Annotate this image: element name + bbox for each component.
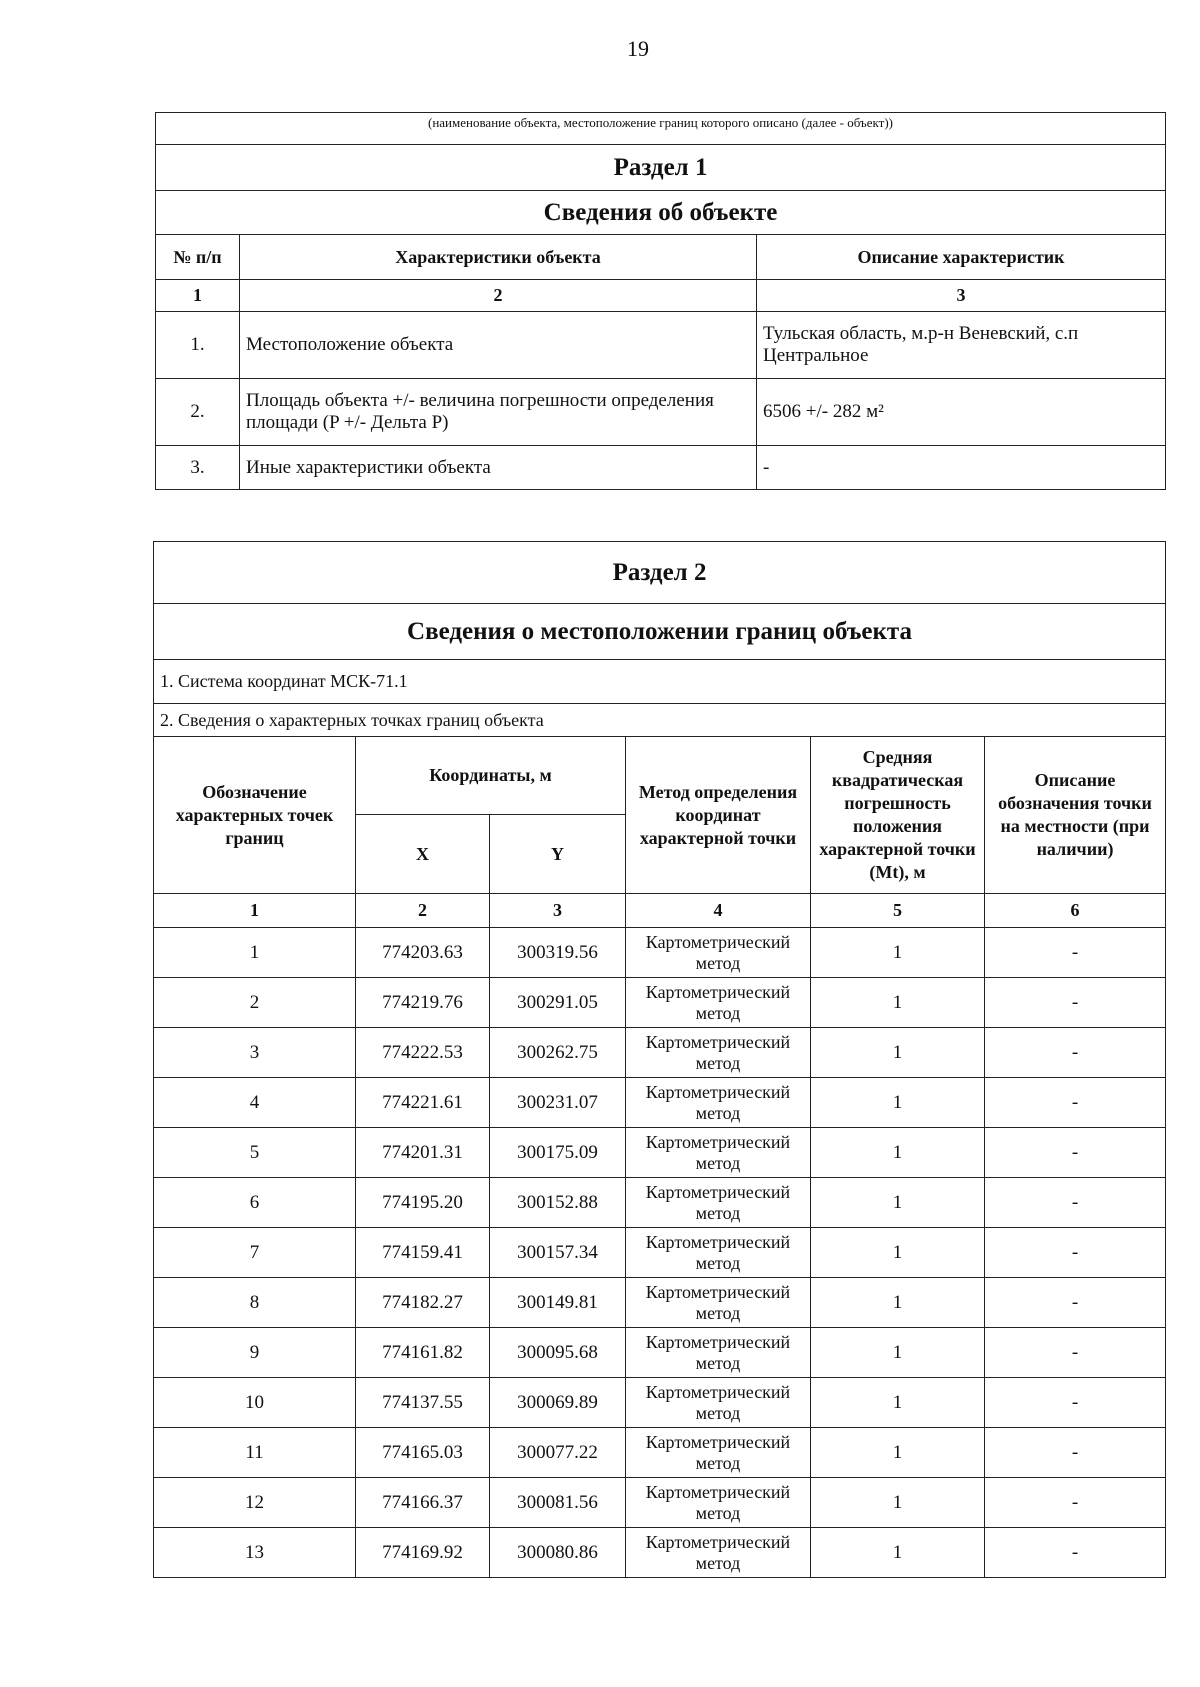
method: Картометрический метод	[626, 1078, 811, 1128]
row-name: Иные характеристики объекта	[240, 446, 757, 490]
coord-x: 774165.03	[356, 1428, 490, 1478]
point-description: -	[985, 1078, 1166, 1128]
table-row	[154, 1228, 1166, 1278]
row-value: -	[757, 446, 1166, 490]
section1-colnum-row	[156, 280, 1166, 312]
page-number: 19	[627, 36, 649, 61]
colnum-2: 2	[240, 280, 757, 312]
table-row	[156, 446, 1166, 490]
point-description: -	[985, 1178, 1166, 1228]
mt-value: 1	[811, 978, 985, 1028]
colnum-5: 5	[811, 894, 985, 928]
coord-y: 300149.81	[490, 1278, 626, 1328]
mt-value: 1	[811, 1428, 985, 1478]
table-row	[154, 1428, 1166, 1478]
row-name: Местоположение объекта	[240, 312, 757, 379]
mt-value: 1	[811, 928, 985, 978]
point-number: 4	[154, 1078, 356, 1128]
table-row	[154, 1328, 1166, 1378]
point-number: 9	[154, 1328, 356, 1378]
colnum-3: 3	[490, 894, 626, 928]
point-number: 3	[154, 1028, 356, 1078]
coord-x: 774182.27	[356, 1278, 490, 1328]
colnum-1: 1	[154, 894, 356, 928]
points-caption: 2. Сведения о характерных точках границ объекта	[154, 704, 1166, 737]
header-x: X	[356, 815, 490, 894]
coord-system: 1. Система координат МСК-71.1	[154, 660, 1166, 704]
point-description: -	[985, 1228, 1166, 1278]
header-designation: Обозначение характерных точек границ	[154, 737, 356, 894]
header-characteristics: Характеристики объекта	[240, 235, 757, 280]
coord-y: 300069.89	[490, 1378, 626, 1428]
point-description: -	[985, 928, 1166, 978]
point-number: 1	[154, 928, 356, 978]
point-description: -	[985, 1028, 1166, 1078]
point-number: 2	[154, 978, 356, 1028]
colnum-2: 2	[356, 894, 490, 928]
row-value: Тульская область, м.р-н Веневский, с.п Центральное	[757, 312, 1166, 379]
coord-y: 300291.05	[490, 978, 626, 1028]
point-description: -	[985, 1378, 1166, 1428]
point-number: 12	[154, 1478, 356, 1528]
point-description: -	[985, 1128, 1166, 1178]
coord-y: 300262.75	[490, 1028, 626, 1078]
row-value: 6506 +/- 282 м²	[757, 379, 1166, 446]
section2-header-row	[154, 737, 1166, 815]
mt-value: 1	[811, 1228, 985, 1278]
table-row	[154, 1178, 1166, 1228]
coord-x: 774161.82	[356, 1328, 490, 1378]
coord-x: 774159.41	[356, 1228, 490, 1278]
method: Картометрический метод	[626, 978, 811, 1028]
section1-title: Раздел 1	[156, 145, 1166, 191]
table-row	[154, 1128, 1166, 1178]
row-num: 3.	[156, 446, 240, 490]
method: Картометрический метод	[626, 1478, 811, 1528]
table-row	[156, 312, 1166, 379]
object-name-caption: (наименование объекта, местоположение границ которого описано (далее - объект))	[428, 115, 893, 130]
coord-y: 300081.56	[490, 1478, 626, 1528]
header-method: Метод определения координат характерной точки	[626, 737, 811, 894]
table-row	[154, 1378, 1166, 1428]
mt-value: 1	[811, 1478, 985, 1528]
header-y: Y	[490, 815, 626, 894]
mt-value: 1	[811, 1028, 985, 1078]
mt-value: 1	[811, 1528, 985, 1578]
coord-y: 300319.56	[490, 928, 626, 978]
point-description: -	[985, 1278, 1166, 1328]
method: Картометрический метод	[626, 1228, 811, 1278]
point-number: 13	[154, 1528, 356, 1578]
colnum-3: 3	[757, 280, 1166, 312]
row-num: 1.	[156, 312, 240, 379]
section2-title: Раздел 2	[154, 542, 1166, 604]
point-number: 11	[154, 1428, 356, 1478]
mt-value: 1	[811, 1178, 985, 1228]
table-row	[154, 928, 1166, 978]
method: Картометрический метод	[626, 1128, 811, 1178]
point-description: -	[985, 1328, 1166, 1378]
header-description: Описание характеристик	[757, 235, 1166, 280]
section2-table	[153, 541, 1166, 1578]
section1-subtitle: Сведения об объекте	[156, 191, 1166, 235]
header-error: Средняя квадратическая погрешность положения характерной точки (Mt), м	[811, 737, 985, 894]
point-number: 7	[154, 1228, 356, 1278]
row-num: 2.	[156, 379, 240, 446]
method: Картометрический метод	[626, 928, 811, 978]
header-coords: Координаты, м	[356, 737, 626, 815]
coord-y: 300077.22	[490, 1428, 626, 1478]
method: Картометрический метод	[626, 1378, 811, 1428]
table-row	[154, 1528, 1166, 1578]
coord-x: 774222.53	[356, 1028, 490, 1078]
coord-y: 300157.34	[490, 1228, 626, 1278]
coord-y: 300175.09	[490, 1128, 626, 1178]
coord-y: 300152.88	[490, 1178, 626, 1228]
coord-x: 774166.37	[356, 1478, 490, 1528]
mt-value: 1	[811, 1278, 985, 1328]
object-name-caption-row	[156, 113, 1166, 145]
points-body	[154, 928, 1166, 1578]
method: Картометрический метод	[626, 1428, 811, 1478]
mt-value: 1	[811, 1328, 985, 1378]
colnum-6: 6	[985, 894, 1166, 928]
coord-x: 774201.31	[356, 1128, 490, 1178]
header-num: № п/п	[156, 235, 240, 280]
section1-table	[155, 112, 1166, 490]
point-number: 5	[154, 1128, 356, 1178]
table-row	[154, 1478, 1166, 1528]
point-number: 6	[154, 1178, 356, 1228]
table-row	[154, 1078, 1166, 1128]
colnum-1: 1	[156, 280, 240, 312]
point-number: 8	[154, 1278, 356, 1328]
coord-x: 774203.63	[356, 928, 490, 978]
coord-y: 300080.86	[490, 1528, 626, 1578]
point-description: -	[985, 1478, 1166, 1528]
point-description: -	[985, 1428, 1166, 1478]
method: Картометрический метод	[626, 1028, 811, 1078]
coord-x: 774195.20	[356, 1178, 490, 1228]
point-description: -	[985, 978, 1166, 1028]
method: Картометрический метод	[626, 1328, 811, 1378]
header-description: Описание обозначения точки на местности (при наличии)	[985, 737, 1166, 894]
point-description: -	[985, 1528, 1166, 1578]
method: Картометрический метод	[626, 1528, 811, 1578]
section2-colnum-row	[154, 894, 1166, 928]
coord-x: 774137.55	[356, 1378, 490, 1428]
point-number: 10	[154, 1378, 356, 1428]
coord-x: 774219.76	[356, 978, 490, 1028]
table-row	[156, 379, 1166, 446]
mt-value: 1	[811, 1128, 985, 1178]
coord-y: 300231.07	[490, 1078, 626, 1128]
section2-subtitle: Сведения о местоположении границ объекта	[154, 604, 1166, 660]
mt-value: 1	[811, 1078, 985, 1128]
row-name: Площадь объекта +/- величина погрешности определения площади (P +/- Дельта P)	[240, 379, 757, 446]
coord-y: 300095.68	[490, 1328, 626, 1378]
table-row	[154, 978, 1166, 1028]
method: Картометрический метод	[626, 1178, 811, 1228]
colnum-4: 4	[626, 894, 811, 928]
table-row	[154, 1028, 1166, 1078]
table-row	[154, 1278, 1166, 1328]
mt-value: 1	[811, 1378, 985, 1428]
coord-x: 774221.61	[356, 1078, 490, 1128]
method: Картометрический метод	[626, 1278, 811, 1328]
section1-header-row	[156, 235, 1166, 280]
coord-x: 774169.92	[356, 1528, 490, 1578]
